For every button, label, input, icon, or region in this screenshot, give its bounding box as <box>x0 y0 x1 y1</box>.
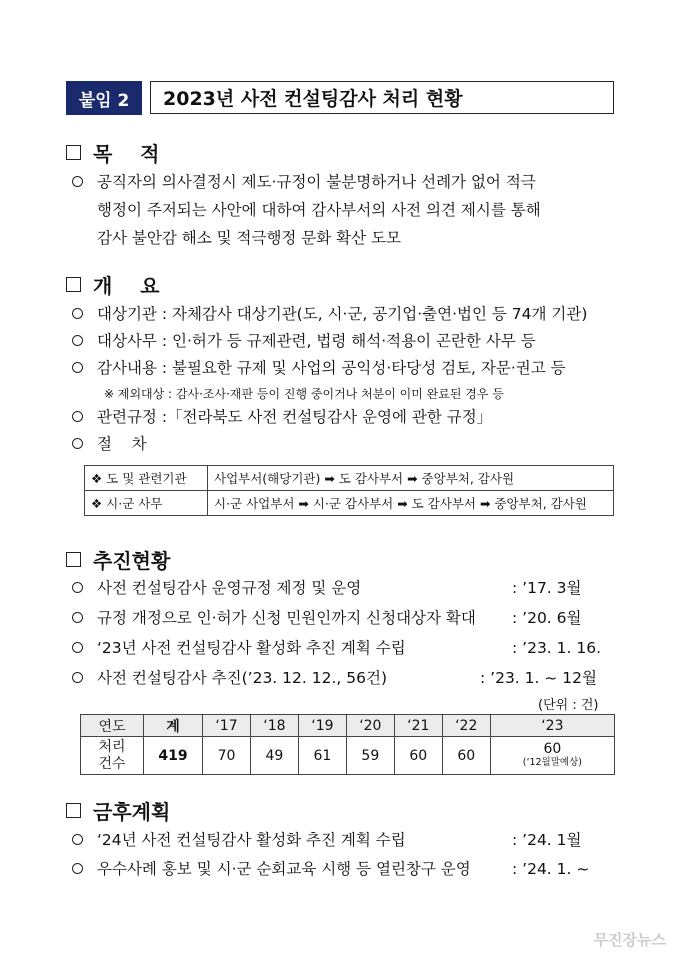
stats-value-2023: 60 <box>543 740 562 757</box>
document-title <box>150 81 614 114</box>
progress-text: 사전 컨설팅감사 운영규정 제정 및 운영 <box>97 579 362 597</box>
procedure-row-label: ❖ 도 및 관련기관 <box>85 466 208 491</box>
exclusion-note: ※ 제외대상 : 감사·조사·재판 등이 진행 중이거나 처분이 이미 완료된 경우 등 <box>104 387 504 401</box>
checkbox-square-icon <box>66 277 81 292</box>
overview-text: 대상기관 : 자체감사 대상기관(도, 시·군, 공기업·출연·법인 등 74개 기관) <box>97 305 588 323</box>
unit-label: (단위 : 건) <box>538 698 599 713</box>
stats-cell: 60 <box>394 737 442 775</box>
progress-item-4 <box>72 668 387 688</box>
progress-date-4: : ’23. 1. ~ 12월 <box>480 669 597 687</box>
row-label-line: 건수 <box>98 755 126 772</box>
overview-text: 감사내용 : 불필요한 규제 및 사업의 공익성·타당성 검토, 자문·권고 등 <box>97 359 566 377</box>
section-progress-heading <box>66 545 170 574</box>
progress-item-2 <box>72 608 476 628</box>
circle-bullet-icon <box>72 176 83 187</box>
stats-note-2023: (‘12월말예상) <box>522 756 582 768</box>
procedure-row-flow: 시·군 사업부서 ➡ 시·군 감사부서 ➡ 도 감사부서 ➡ 중앙부처, 감사원 <box>208 491 614 516</box>
checkbox-square-icon <box>66 803 81 818</box>
procedure-label: 절 차 <box>97 435 147 453</box>
circle-bullet-icon <box>72 582 83 593</box>
plan-date-1: : ’24. 1월 <box>512 831 582 849</box>
stats-header: ‘19 <box>298 715 346 737</box>
plan-text: ‘24년 사전 컨설팅감사 활성화 추진 계획 수립 <box>97 831 406 849</box>
progress-date-3: : ’23. 1. 16. <box>512 639 602 657</box>
stats-header: ‘17 <box>203 715 251 737</box>
stats-cell-2023 <box>490 737 614 775</box>
stats-header: ‘20 <box>346 715 394 737</box>
overview-item-2 <box>72 331 536 351</box>
procedure-row <box>85 466 614 491</box>
checkbox-square-icon <box>66 145 81 160</box>
document-title-text: 2023년 사전 컨설팅감사 처리 현황 <box>163 88 463 110</box>
regulation-text: 관련규정 :「전라북도 사전 컨설팅감사 운영에 관한 규정」 <box>97 408 493 426</box>
overview-regulation <box>72 407 492 427</box>
procedure-row-label: ❖ 시·군 사무 <box>85 491 208 516</box>
plan-date-2: : ’24. 1. ~ <box>512 860 590 878</box>
plan-item-2 <box>72 859 471 879</box>
checkbox-square-icon <box>66 552 81 567</box>
section-purpose-heading <box>66 138 160 167</box>
circle-bullet-icon <box>72 612 83 623</box>
circle-bullet-icon <box>72 642 83 653</box>
stats-table <box>80 714 615 775</box>
overview-item-1 <box>72 304 587 324</box>
section-title: 개 요 <box>93 274 160 298</box>
circle-bullet-icon <box>72 438 83 449</box>
progress-item-1 <box>72 578 361 598</box>
stats-value-row <box>81 737 615 775</box>
progress-text: 사전 컨설팅감사 추진(’23. 12. 12., 56건) <box>97 669 387 687</box>
plan-text: 우수사례 홍보 및 시·군 순회교육 시행 등 열린창구 운영 <box>97 860 471 878</box>
progress-item-3 <box>72 638 406 658</box>
section-overview-heading <box>66 270 160 299</box>
stats-header: ‘23 <box>490 715 614 737</box>
progress-text: ‘23년 사전 컨설팅감사 활성화 추진 계획 수립 <box>97 639 406 657</box>
stats-header: ‘21 <box>394 715 442 737</box>
procedure-table <box>84 465 614 516</box>
section-title: 추진현황 <box>93 549 171 573</box>
stats-header: 연도 <box>81 715 144 737</box>
procedure-row-flow: 사업부서(해당기관) ➡ 도 감사부서 ➡ 중앙부처, 감사원 <box>208 466 614 491</box>
row-label-line: 처리 <box>98 738 126 755</box>
stats-cell: 70 <box>203 737 251 775</box>
circle-bullet-icon <box>72 335 83 346</box>
purpose-text: 공직자의 의사결정시 제도·규정이 불분명하거나 선례가 없어 적극 <box>97 173 536 191</box>
stats-total: 419 <box>144 737 203 775</box>
stats-header: ‘22 <box>442 715 490 737</box>
circle-bullet-icon <box>72 411 83 422</box>
overview-procedure <box>72 434 147 454</box>
procedure-row <box>85 491 614 516</box>
attachment-tag: 붙임 2 <box>66 81 142 115</box>
stats-cell: 59 <box>346 737 394 775</box>
overview-text: 대상사무 : 인·허가 등 규제관련, 법령 해석·적용이 곤란한 사무 등 <box>97 332 536 350</box>
watermark-logo: 무진장뉴스 <box>593 931 666 949</box>
circle-bullet-icon <box>72 834 83 845</box>
overview-item-3 <box>72 358 566 378</box>
section-title: 금후계획 <box>93 800 171 824</box>
stats-cell: 49 <box>250 737 298 775</box>
circle-bullet-icon <box>72 863 83 874</box>
progress-date-1: : ’17. 3월 <box>512 579 582 597</box>
section-title: 목 적 <box>93 142 160 166</box>
stats-cell: 60 <box>442 737 490 775</box>
purpose-line-2: 행정이 주저되는 사안에 대하여 감사부서의 사전 의견 제시를 통해 <box>97 201 541 219</box>
purpose-line-1 <box>72 172 536 192</box>
stats-row-label <box>81 737 144 775</box>
purpose-line-3: 감사 불안감 해소 및 적극행정 문화 확산 도모 <box>97 229 402 247</box>
circle-bullet-icon <box>72 362 83 373</box>
stats-header: ‘18 <box>250 715 298 737</box>
progress-date-2: : ’20. 6월 <box>512 609 582 627</box>
stats-header: 계 <box>144 715 203 737</box>
stats-header-row <box>81 715 615 737</box>
progress-text: 규정 개정으로 인·허가 신청 민원인까지 신청대상자 확대 <box>97 609 476 627</box>
plan-item-1 <box>72 830 406 850</box>
circle-bullet-icon <box>72 308 83 319</box>
section-plan-heading <box>66 796 170 825</box>
stats-cell: 61 <box>298 737 346 775</box>
circle-bullet-icon <box>72 672 83 683</box>
